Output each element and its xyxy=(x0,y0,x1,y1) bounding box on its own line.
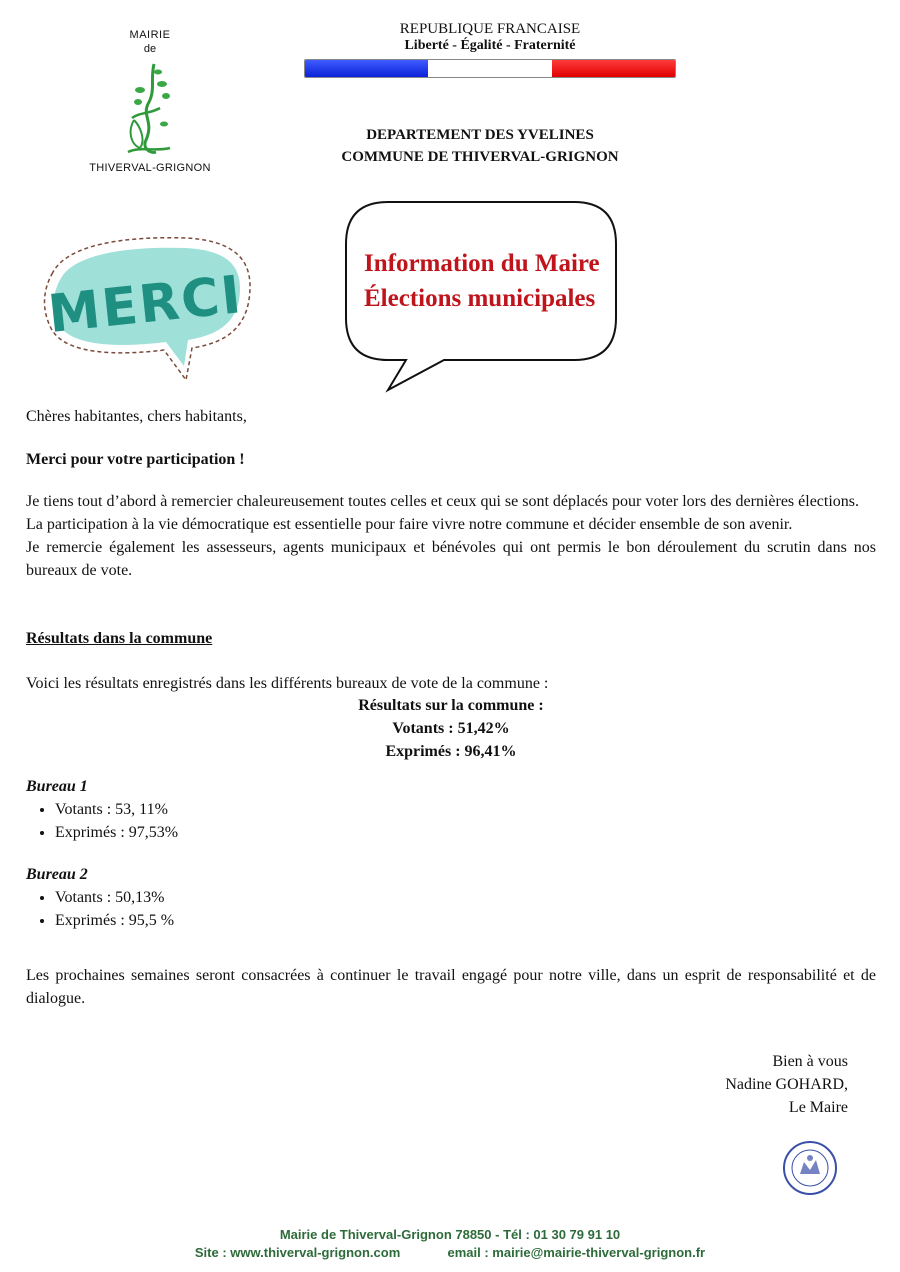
merci-text: MERCI xyxy=(45,265,246,346)
plant-emblem-icon xyxy=(120,60,180,160)
bubble-line-1: Information du Maire xyxy=(364,250,600,277)
french-flag xyxy=(304,59,676,78)
signature-block xyxy=(600,1050,848,1119)
list-item: • Votants : 50,13% xyxy=(55,886,876,909)
paragraph-3: Je remercie également les assesseurs, agents municipaux et bénévoles qui ont permis le bon déroulement du scrutin dans nos bureaux de vote. xyxy=(26,539,876,579)
intro-paragraphs xyxy=(26,490,876,582)
seal-icon xyxy=(782,1140,838,1196)
bureau-title: Bureau 1 xyxy=(26,778,88,795)
footer-contacts xyxy=(0,1244,900,1262)
bureau-1-list xyxy=(26,798,876,844)
department-line: DEPARTEMENT DES YVELINES xyxy=(366,127,594,143)
bubble-text xyxy=(364,246,614,316)
list-item: • Exprimés : 97,53% xyxy=(55,821,876,844)
footer xyxy=(0,1226,900,1262)
department-heading xyxy=(260,124,700,168)
commune-results xyxy=(26,694,876,763)
signature-title: Le Maire xyxy=(788,1099,848,1116)
bureau-1 xyxy=(26,775,876,844)
bureau-2 xyxy=(26,863,876,932)
commune-exprimes: Exprimés : 96,41% xyxy=(385,743,517,760)
flag-white-band xyxy=(428,60,551,77)
commune-line: COMMUNE DE THIVERVAL-GRIGNON xyxy=(341,149,619,165)
commune-results-title: Résultats sur la commune : xyxy=(358,697,544,714)
footer-email-link[interactable]: email : mairie@mairie-thiverval-grignon.fr xyxy=(447,1245,706,1260)
merci-speech-badge xyxy=(36,230,260,386)
republique-title: REPUBLIQUE FRANCAISE xyxy=(399,21,581,37)
mairie-seal-stamp xyxy=(782,1140,838,1201)
list-item: • Votants : 53, 11% xyxy=(55,798,876,821)
flag-red-band xyxy=(552,60,675,77)
republique-motto: Liberté - Égalité - Fraternité xyxy=(404,38,576,53)
flag-blue-band xyxy=(305,60,428,77)
logo-de-text: de xyxy=(143,43,157,55)
closing-paragraph: Les prochaines semaines seront consacrées à continuer le travail engagé pour notre ville, dans un esprit de responsabilité et de dialogue. xyxy=(26,967,876,1007)
republique-header xyxy=(304,20,676,78)
commune-votants: Votants : 51,42% xyxy=(392,720,510,737)
bureau-2-list xyxy=(26,886,876,932)
bureau-title: Bureau 2 xyxy=(26,866,88,883)
signature-name: Nadine GOHARD, xyxy=(725,1076,848,1093)
signature-salutation: Bien à vous xyxy=(772,1053,848,1070)
thanks-heading: Merci pour votre participation ! xyxy=(26,451,245,468)
bubble-line-2: Élections municipales xyxy=(364,285,596,312)
results-heading: Résultats dans la commune xyxy=(26,630,213,647)
footer-site-link[interactable]: Site : www.thiverval-grignon.com xyxy=(194,1245,401,1260)
mairie-logo xyxy=(80,26,220,186)
greeting: Chères habitantes, chers habitants, xyxy=(26,408,247,425)
info-bubble xyxy=(344,200,620,394)
paragraph-2: La participation à la vie démocratique est essentielle pour faire vivre notre commune et décider ensemble de son avenir. xyxy=(26,516,793,533)
footer-address: Mairie de Thiverval-Grignon 78850 - Tél : 01 30 79 91 10 xyxy=(279,1227,621,1242)
merci-sticker xyxy=(36,230,260,386)
logo-mairie-text: MAIRIE xyxy=(129,29,171,41)
paragraph-1: Je tiens tout d’abord à remercier chaleureusement toutes celles et ceux qui se sont déplacés pour voter lors des dernières élections. xyxy=(26,493,860,510)
list-item: • Exprimés : 95,5 % xyxy=(55,909,876,932)
logo-commune-text: THIVERVAL-GRIGNON xyxy=(89,162,211,174)
results-intro: Voici les résultats enregistrés dans les différents bureaux de vote de la commune : xyxy=(26,675,549,692)
